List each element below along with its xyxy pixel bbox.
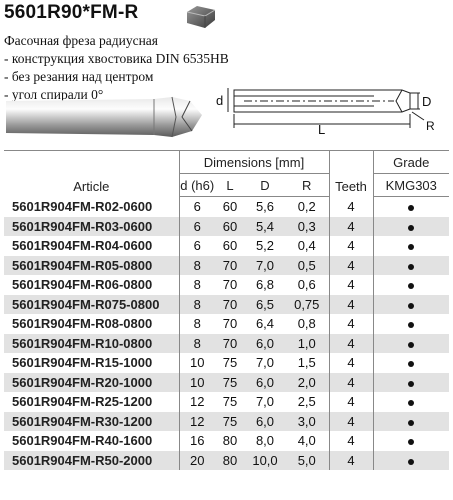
d-cell: 6 <box>179 197 215 217</box>
article-cell: 5601R904FM-R06-0800 <box>12 277 153 293</box>
d-cell: 6 <box>179 217 215 237</box>
table-row <box>4 275 449 295</box>
tool-photo <box>4 95 204 139</box>
article-cell: 5601R904FM-R08-0800 <box>12 316 153 332</box>
diameter-cell: 5,4 <box>245 217 285 237</box>
teeth-cell: 4 <box>329 314 373 334</box>
l-cell: 70 <box>215 334 245 354</box>
drawing-label-d: d <box>216 93 224 108</box>
page-title: 5601R90*FM-R <box>4 2 139 23</box>
d-cell: 12 <box>179 392 215 412</box>
teeth-cell: 4 <box>329 236 373 256</box>
grade-header: Grade <box>373 151 449 174</box>
diameter-cell: 10,0 <box>245 451 285 471</box>
radius-cell: 4,0 <box>297 433 316 449</box>
teeth-header: Teeth <box>329 151 373 197</box>
availability-dot-icon <box>408 264 414 270</box>
diameter-cell: 5,6 <box>255 199 275 215</box>
article-cell: 5601R904FM-R10-0800 <box>4 334 179 354</box>
teeth-cell: 4 <box>329 334 373 354</box>
article-cell: 5601R904FM-R40-1600 <box>12 433 153 449</box>
teeth-cell: 4 <box>329 256 373 276</box>
article-cell: 5601R904FM-R04-0600 <box>12 238 153 254</box>
article-cell: 5601R904FM-R075-0800 <box>4 295 179 315</box>
col-header-d: d (h6) <box>179 174 215 197</box>
col-header-D: D <box>245 174 285 197</box>
radius-cell: 1,5 <box>297 355 316 371</box>
grade-availability-cell <box>373 217 449 237</box>
table-row <box>4 236 449 256</box>
table-row <box>4 373 449 393</box>
teeth-cell: 4 <box>329 295 373 315</box>
teeth-cell: 4 <box>329 431 373 451</box>
d-cell: 6 <box>179 236 215 256</box>
radius-cell: 0,4 <box>297 238 316 254</box>
table-row <box>4 295 449 315</box>
teeth-cell: 4 <box>329 353 373 373</box>
d-cell: 8 <box>179 275 215 295</box>
grade-availability-cell <box>373 295 449 315</box>
drawing-label-D: D <box>422 94 432 109</box>
radius-cell: 2,0 <box>285 373 329 393</box>
diameter-cell: 5,2 <box>255 238 275 254</box>
radius-cell: 0,8 <box>297 316 316 332</box>
drawing-label-R: R <box>426 119 435 133</box>
table-body <box>4 197 449 471</box>
table-row <box>4 256 449 276</box>
table-row <box>4 197 449 217</box>
d-cell: 8 <box>179 314 215 334</box>
availability-dot-icon <box>408 420 414 426</box>
d-cell: 8 <box>179 334 215 354</box>
article-cell: 5601R904FM-R25-1200 <box>12 394 153 410</box>
table-row <box>4 314 449 334</box>
availability-dot-icon <box>408 225 414 231</box>
grade-availability-cell <box>373 353 449 373</box>
table-row <box>4 451 449 471</box>
article-cell: 5601R904FM-R15-1000 <box>12 355 153 371</box>
l-cell: 60 <box>222 199 238 215</box>
article-cell: 5601R904FM-R02-0600 <box>12 199 153 214</box>
l-cell: 70 <box>222 277 238 293</box>
radius-cell: 0,2 <box>297 199 316 215</box>
availability-dot-icon <box>408 459 414 465</box>
availability-dot-icon <box>408 342 414 348</box>
d-cell: 8 <box>179 256 215 276</box>
availability-dot-icon <box>408 439 414 445</box>
dimensions-header: Dimensions [mm] <box>179 151 329 174</box>
grade-availability-cell <box>373 314 449 334</box>
d-cell: 10 <box>179 353 215 373</box>
teeth-cell: 4 <box>329 412 373 432</box>
diameter-cell: 7,0 <box>255 394 275 410</box>
radius-cell: 5,0 <box>285 451 329 471</box>
l-cell: 60 <box>222 238 238 254</box>
radius-cell: 0,6 <box>297 277 316 293</box>
radius-cell: 3,0 <box>285 412 329 432</box>
radius-cell: 1,0 <box>285 334 329 354</box>
col-header-R: R <box>285 174 329 197</box>
d-cell: 8 <box>179 295 215 315</box>
grade-availability-cell <box>373 392 449 412</box>
teeth-cell: 4 <box>329 275 373 295</box>
radius-cell: 2,5 <box>297 394 316 410</box>
diameter-cell: 7,0 <box>245 256 285 276</box>
grade-availability-cell <box>373 412 449 432</box>
l-cell: 75 <box>215 412 245 432</box>
table-row <box>4 431 449 451</box>
diameter-cell: 6,0 <box>245 412 285 432</box>
insert-material-icon <box>183 4 219 30</box>
table-row <box>4 392 449 412</box>
teeth-cell: 4 <box>329 373 373 393</box>
availability-dot-icon <box>408 244 414 250</box>
teeth-cell: 4 <box>329 392 373 412</box>
teeth-cell: 4 <box>329 217 373 237</box>
grade-availability-cell <box>373 197 449 217</box>
availability-dot-icon <box>408 205 414 211</box>
l-cell: 70 <box>222 316 238 332</box>
l-cell: 80 <box>215 451 245 471</box>
product-description <box>4 32 229 104</box>
grade-name-header: KMG303 <box>373 174 449 197</box>
article-cell: 5601R904FM-R50-2000 <box>4 451 179 471</box>
article-header: Article <box>73 178 110 194</box>
availability-dot-icon <box>408 361 414 367</box>
diameter-cell: 6,0 <box>245 373 285 393</box>
table-row <box>4 353 449 373</box>
grade-availability-cell <box>373 334 449 354</box>
table-row <box>4 334 449 354</box>
l-cell: 70 <box>215 295 245 315</box>
l-cell: 75 <box>222 394 238 410</box>
col-header-L: L <box>215 174 245 197</box>
d-cell: 16 <box>179 431 215 451</box>
article-cell: 5601R904FM-R30-1200 <box>4 412 179 432</box>
grade-availability-cell <box>373 373 449 393</box>
d-cell: 20 <box>179 451 215 471</box>
teeth-cell: 4 <box>329 197 373 217</box>
availability-dot-icon <box>408 381 414 387</box>
table-row <box>4 412 449 432</box>
availability-dot-icon <box>408 400 414 406</box>
grade-availability-cell <box>373 236 449 256</box>
description-line: Фасочная фреза радиусная <box>4 33 158 48</box>
radius-cell: 0,75 <box>285 295 329 315</box>
article-cell: 5601R904FM-R03-0600 <box>4 217 179 237</box>
l-cell: 70 <box>215 256 245 276</box>
l-cell: 75 <box>222 355 238 371</box>
diameter-cell: 6,0 <box>245 334 285 354</box>
grade-availability-cell <box>373 275 449 295</box>
diameter-cell: 6,4 <box>255 316 275 332</box>
diameter-cell: 7,0 <box>255 355 275 371</box>
availability-dot-icon <box>408 303 414 309</box>
description-line: - конструкция хвостовика DIN 6535HB <box>4 51 229 66</box>
article-cell: 5601R904FM-R05-0800 <box>4 256 179 276</box>
l-cell: 60 <box>215 217 245 237</box>
l-cell: 80 <box>222 433 238 449</box>
description-line: - без резания над центром <box>4 69 154 84</box>
availability-dot-icon <box>408 322 414 328</box>
diameter-cell: 6,5 <box>245 295 285 315</box>
radius-cell: 0,5 <box>285 256 329 276</box>
availability-dot-icon <box>408 283 414 289</box>
radius-cell: 0,3 <box>285 217 329 237</box>
table-row <box>4 217 449 237</box>
product-table <box>4 150 449 470</box>
d-cell: 10 <box>179 373 215 393</box>
teeth-cell: 4 <box>329 451 373 471</box>
diameter-cell: 6,8 <box>255 277 275 293</box>
drawing-label-L: L <box>318 122 326 137</box>
d-cell: 12 <box>179 412 215 432</box>
grade-availability-cell <box>373 451 449 471</box>
grade-availability-cell <box>373 256 449 276</box>
l-cell: 75 <box>215 373 245 393</box>
description-line: - угол спирали 0° <box>4 87 104 102</box>
technical-drawing <box>214 82 450 138</box>
grade-availability-cell <box>373 431 449 451</box>
article-cell: 5601R904FM-R20-1000 <box>4 373 179 393</box>
diameter-cell: 8,0 <box>255 433 275 449</box>
